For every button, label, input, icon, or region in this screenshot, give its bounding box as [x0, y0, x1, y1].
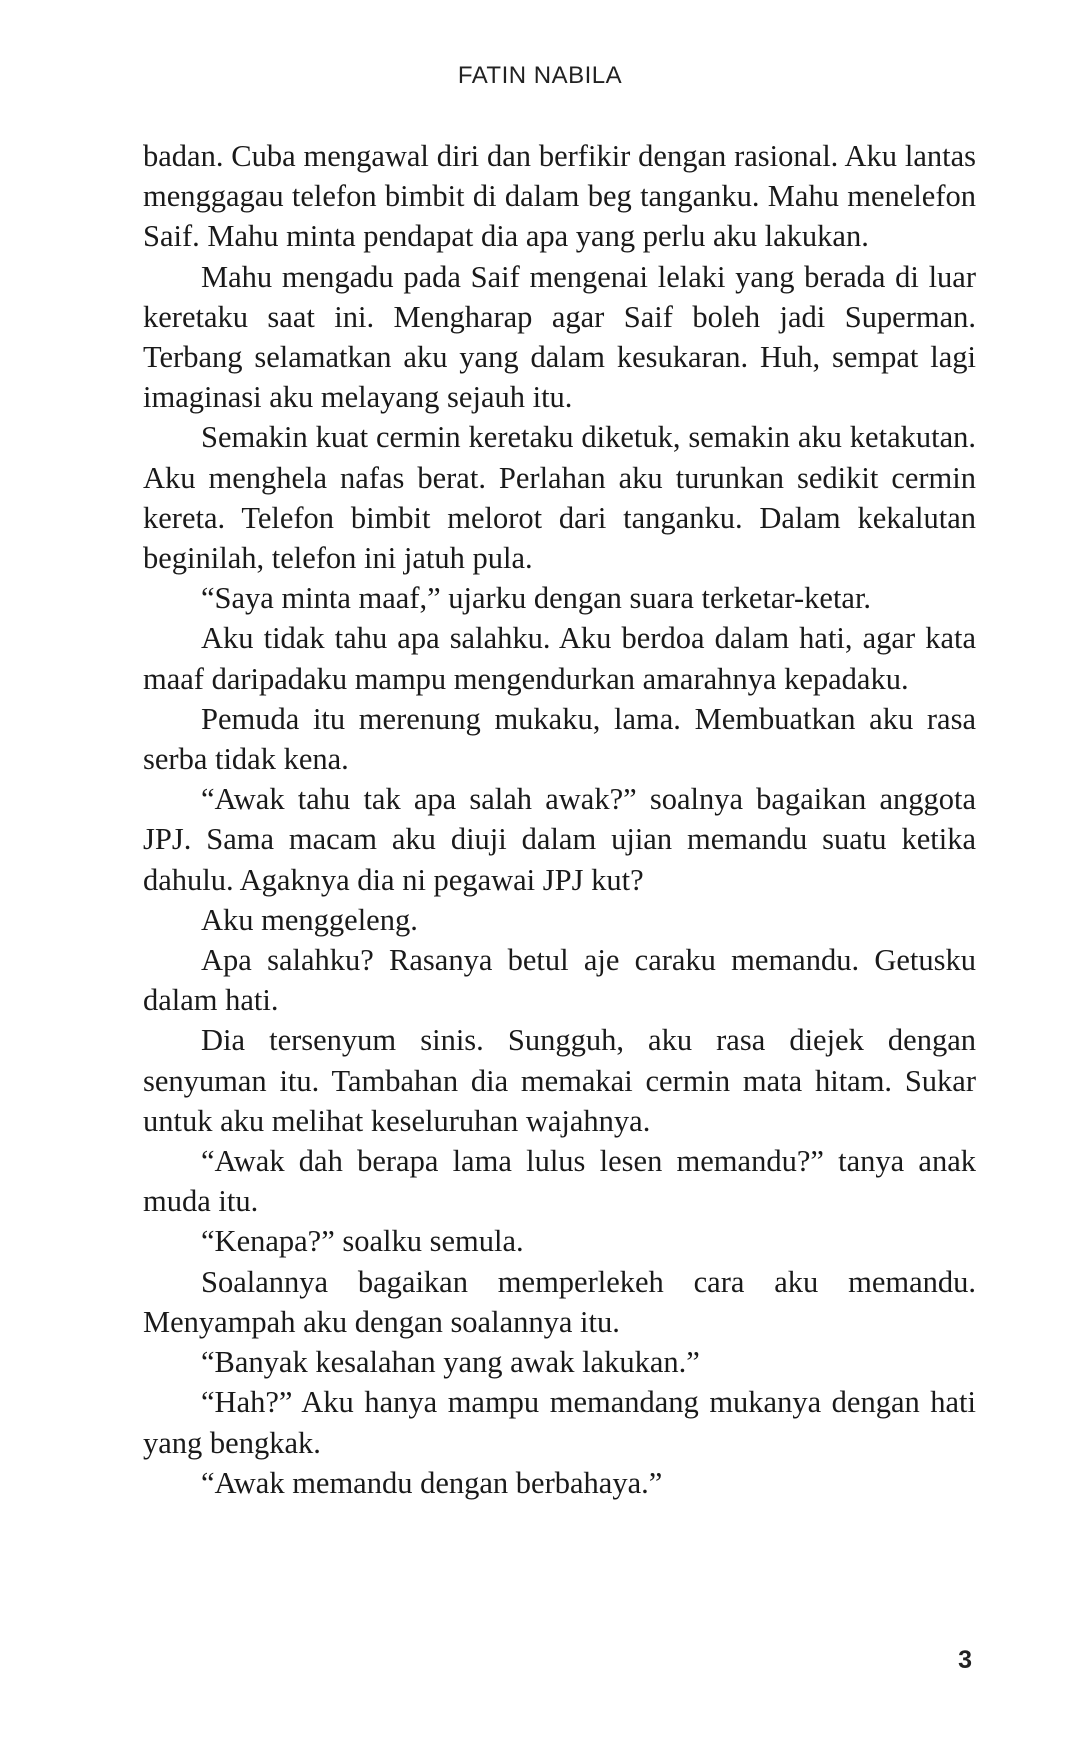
- paragraph: Dia tersenyum sinis. Sungguh, aku rasa diejek dengan senyuman itu. Tambahan dia memakai cermin mata hitam. Sukar untuk aku melihat keseluruhan wajahnya.: [143, 1023, 976, 1138]
- paragraph: “Awak dah berapa lama lulus lesen memandu?” tanya anak muda itu.: [143, 1144, 976, 1219]
- paragraph: “Saya minta maaf,” ujarku dengan suara terketar-ketar.: [201, 581, 872, 616]
- paragraph: Pemuda itu merenung mukaku, lama. Membuatkan aku rasa serba tidak kena.: [143, 701, 976, 777]
- paragraph: badan. Cuba mengawal diri dan berfikir dengan rasional. Aku lantas menggagau telefon bimbit di dalam beg tanganku. Mahu menelefon Saif. Mahu minta pendapat dia apa yang perlu aku lakukan.: [143, 139, 976, 254]
- paragraph: “Banyak kesalahan yang awak lakukan.”: [201, 1345, 700, 1380]
- paragraph: “Kenapa?” soalku semula.: [201, 1224, 524, 1259]
- page-number: 3: [958, 1646, 972, 1674]
- paragraph: “Awak tahu tak apa salah awak?” soalnya bagaikan anggota JPJ. Sama macam aku diuji dalam ujian memandu suatu ketika dahulu. Agaknya dia ni pegawai JPJ kut?: [143, 782, 976, 897]
- paragraph: “Hah?” Aku hanya mampu memandang mukanya dengan hati yang bengkak.: [143, 1385, 976, 1460]
- paragraph: Aku tidak tahu apa salahku. Aku berdoa dalam hati, agar kata maaf daripadaku mampu mengendurkan amarahnya kepadaku.: [143, 621, 976, 696]
- paragraph: Mahu mengadu pada Saif mengenai lelaki yang berada di luar keretaku saat ini. Mengharap agar Saif boleh jadi Superman. Terbang selamatkan aku yang dalam kesukaran. Huh, sempat lagi imaginasi aku melayang sejauh itu.: [143, 259, 976, 415]
- running-head: FATIN NABILA: [457, 62, 623, 89]
- paragraph: Semakin kuat cermin keretaku diketuk, semakin aku ketakutan. Aku menghela nafas berat. Perlahan aku turunkan sedikit cermin kereta. Telefon bimbit melorot dari tanganku. Dalam kekalutan beginilah, telefon ini jatuh pula.: [143, 420, 976, 576]
- paragraph: Apa salahku? Rasanya betul aje caraku memandu. Getusku dalam hati.: [143, 943, 976, 1018]
- body-text: [143, 136, 976, 1503]
- paragraph: “Awak memandu dengan berbahaya.”: [201, 1465, 663, 1500]
- paragraph: Aku menggeleng.: [201, 902, 418, 937]
- paragraph: Soalannya bagaikan memperlekeh cara aku memandu. Menyampah aku dengan soalannya itu.: [143, 1264, 976, 1339]
